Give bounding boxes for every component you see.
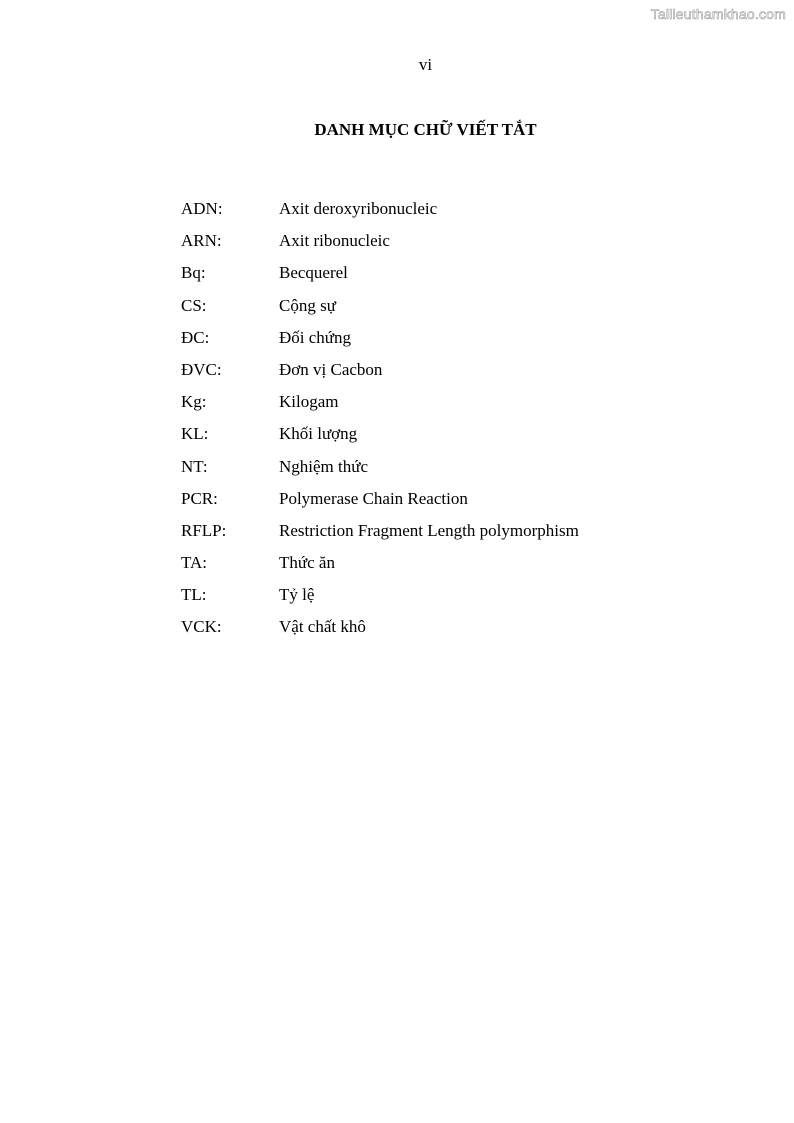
abbreviation-meaning: Nghiệm thức [279, 456, 369, 476]
abbreviation-meaning: Becquerel [279, 263, 348, 283]
abbreviation-meaning: Đối chứng [279, 327, 352, 347]
list-item [181, 617, 579, 649]
abbreviation-code: ADN: [181, 199, 223, 218]
abbreviation-code: PCR: [181, 488, 218, 508]
abbreviation-meaning: Cộng sự [279, 295, 336, 315]
abbreviation-meaning: Axit deroxyribonucleic [279, 199, 438, 218]
abbreviation-code: VCK: [181, 617, 222, 637]
abbreviation-code: TL: [181, 585, 207, 605]
watermark: Tailieuthamkhao.com [650, 6, 786, 22]
abbreviation-meaning: Polymerase Chain Reaction [279, 488, 468, 508]
list-item [181, 424, 579, 456]
list-item [181, 521, 579, 553]
list-item [181, 199, 579, 231]
list-item [181, 585, 579, 617]
abbreviation-code: NT: [181, 456, 208, 476]
list-item [181, 489, 579, 521]
abbreviation-meaning: Khối lượng [279, 424, 358, 444]
list-item [181, 328, 579, 360]
abbreviation-list [181, 199, 579, 650]
list-item [181, 392, 579, 424]
list-item [181, 360, 579, 392]
abbreviation-meaning: Kilogam [279, 392, 339, 412]
abbreviation-code: CS: [181, 295, 207, 315]
list-item [181, 457, 579, 489]
abbreviation-code: KL: [181, 424, 209, 444]
abbreviation-code: ĐC: [181, 327, 210, 347]
abbreviation-code: TA: [181, 553, 208, 573]
abbreviation-code: ARN: [181, 231, 222, 251]
abbreviation-code: RFLP: [181, 520, 227, 540]
page-number: vi [418, 55, 433, 74]
abbreviation-meaning: Tỷ lệ [279, 585, 315, 605]
abbreviation-meaning: Axit ribonucleic [279, 231, 390, 251]
abbreviation-meaning: Restriction Fragment Length polymorphism [279, 520, 579, 540]
abbreviation-code: ĐVC: [181, 359, 222, 379]
list-item [181, 296, 579, 328]
abbreviation-meaning: Vật chất khô [279, 617, 366, 637]
list-item [181, 263, 579, 295]
abbreviation-meaning: Đơn vị Cacbon [279, 359, 383, 379]
list-item [181, 553, 579, 585]
abbreviation-code: Bq: [181, 263, 206, 283]
list-item [181, 231, 579, 263]
abbreviation-code: Kg: [181, 392, 207, 412]
abbreviation-meaning: Thức ăn [279, 553, 335, 573]
page-title: DANH MỤC CHỮ VIẾT TẮT [314, 120, 537, 139]
